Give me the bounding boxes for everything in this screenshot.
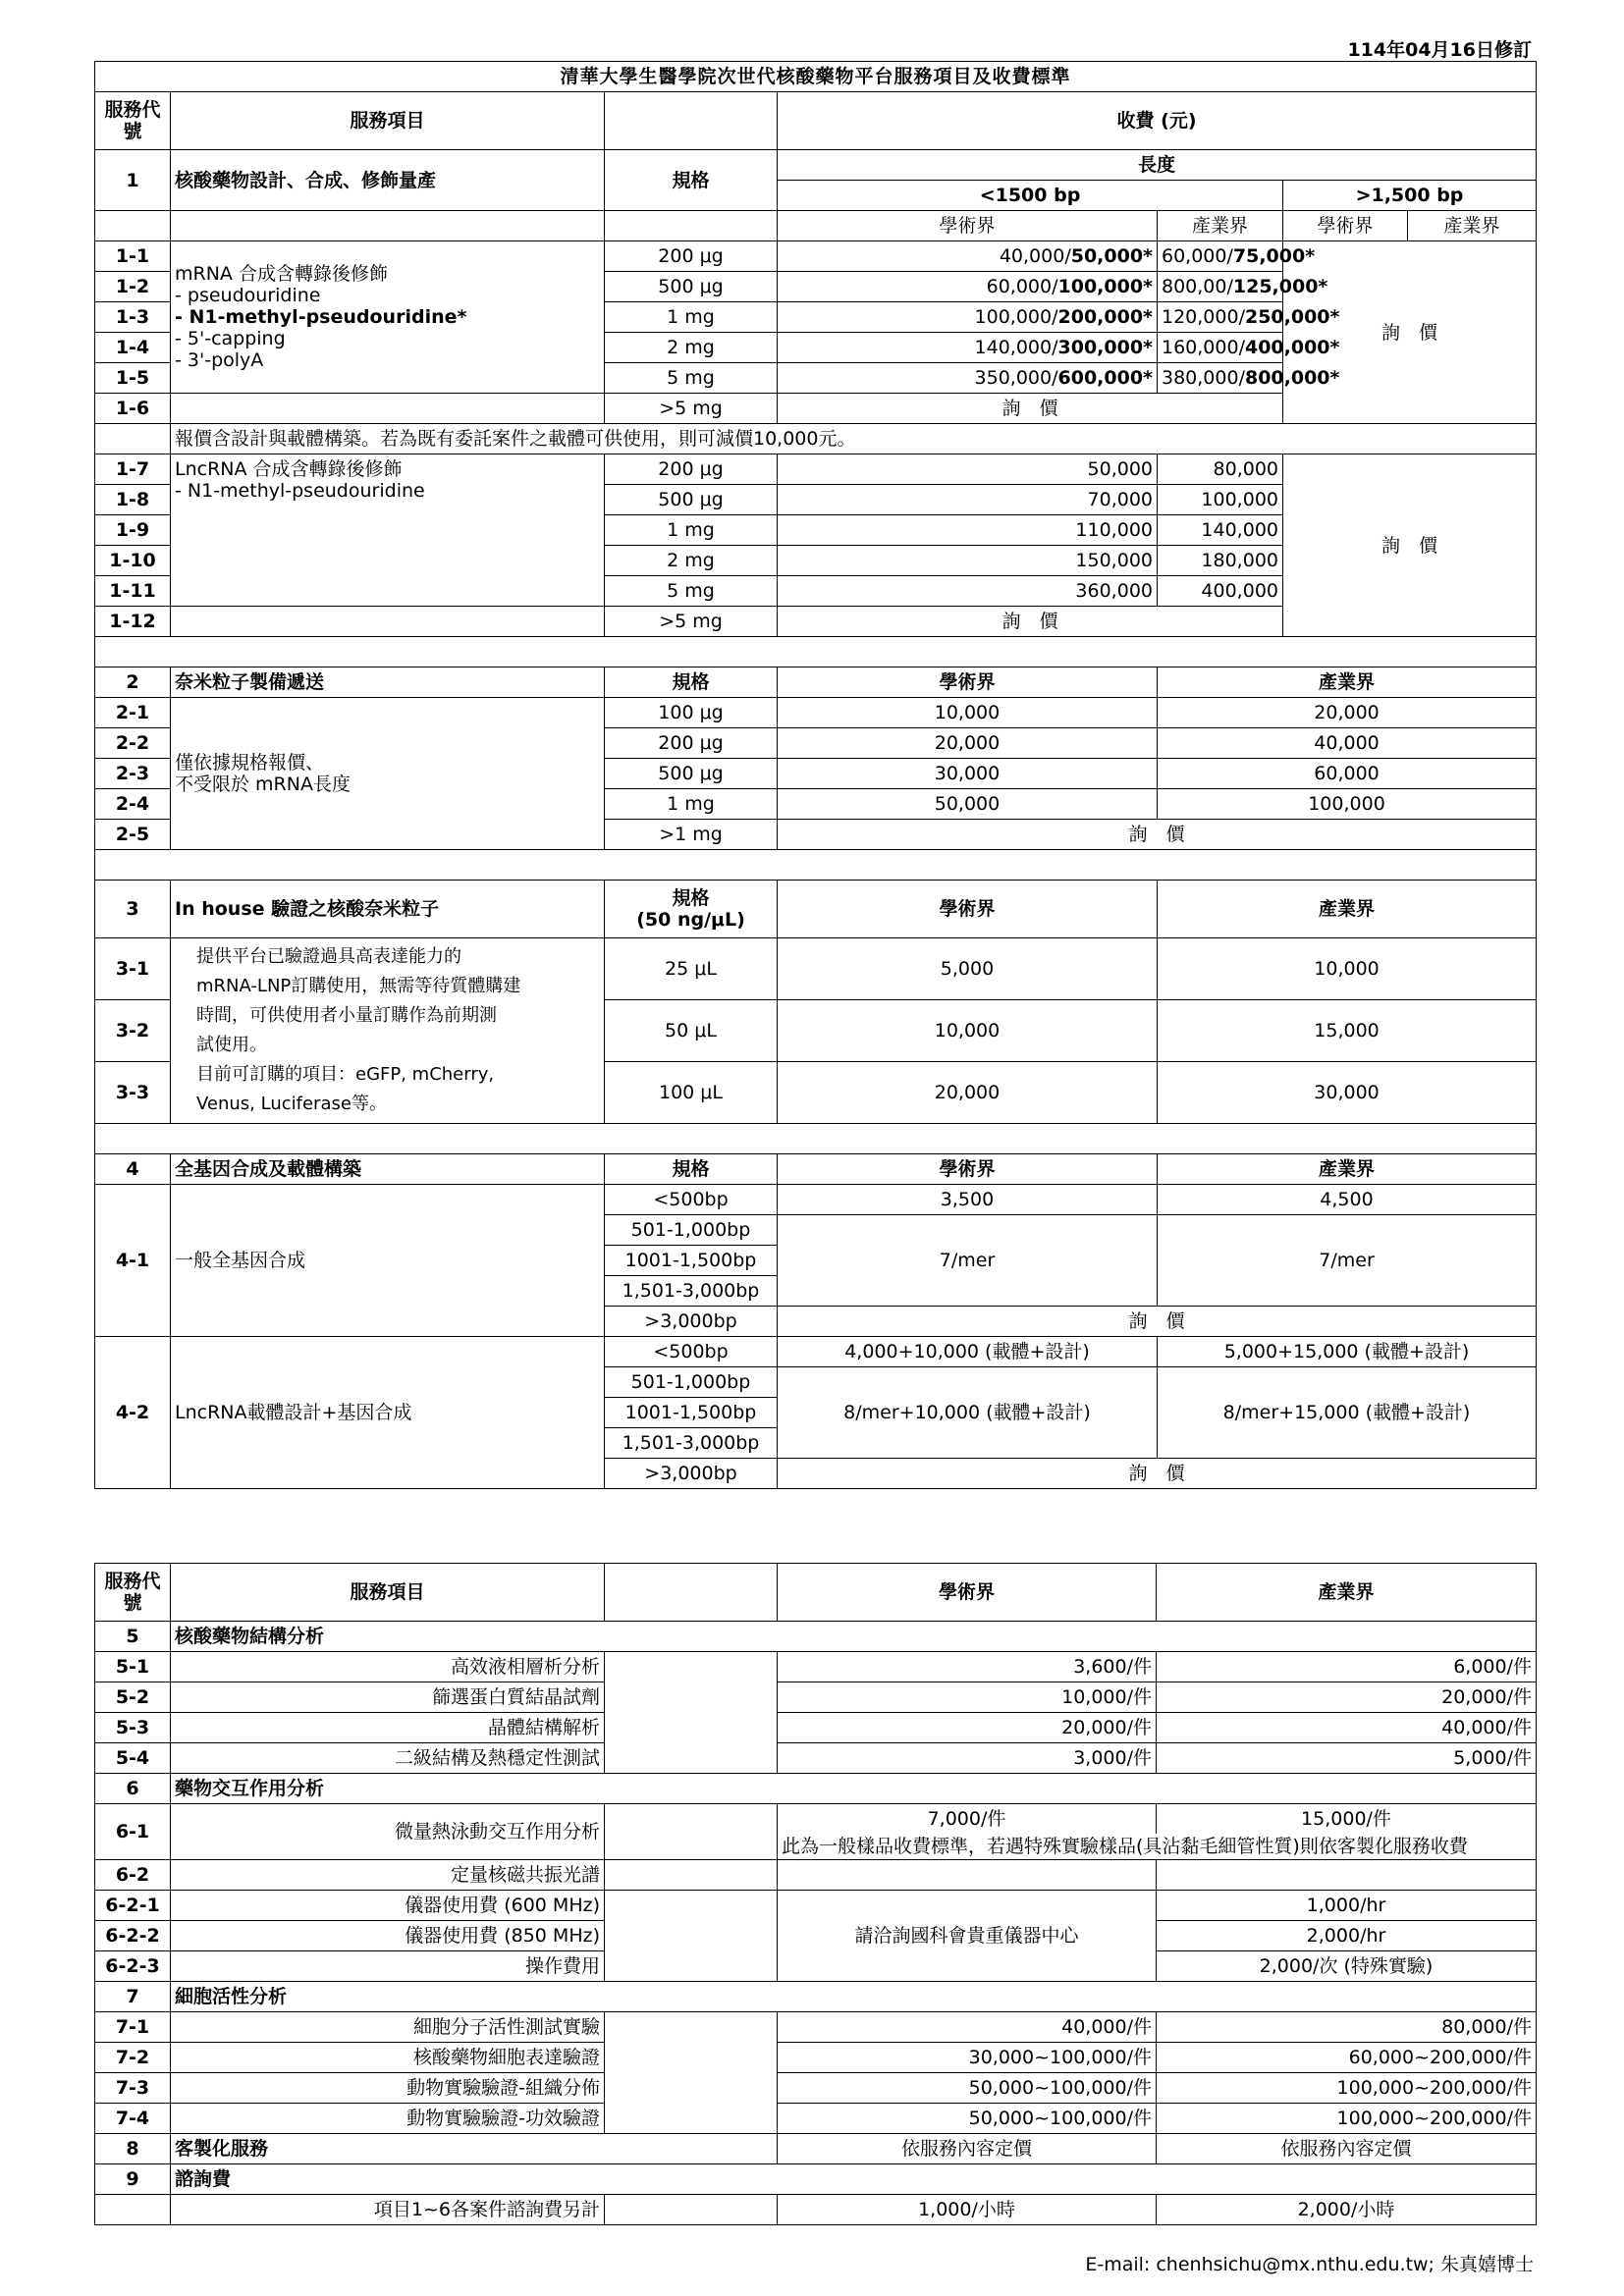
desc-line: 試使用。 xyxy=(196,1035,267,1055)
row-code: 5-3 xyxy=(95,1713,171,1743)
academic-price xyxy=(778,333,1158,363)
service-fee-table xyxy=(94,61,1537,1489)
industry-price: 80,000/件 xyxy=(1157,2012,1537,2043)
section-name: 客製化服務 xyxy=(171,2134,778,2164)
industry-price: 100,000~200,000/件 xyxy=(1157,2073,1537,2104)
price-text: 160,000/ xyxy=(1162,337,1245,358)
spec-cell: 200 μg xyxy=(605,728,778,759)
industry-header: 產業界 xyxy=(1408,211,1537,241)
row-code: 7-4 xyxy=(95,2104,171,2134)
academic-price: 30,000 xyxy=(778,759,1158,789)
header-fee: 收費 (元) xyxy=(778,92,1537,150)
spec-header: 規格 xyxy=(605,667,778,698)
row-code: 4-2 xyxy=(95,1337,171,1489)
industry-price: 40,000 xyxy=(1158,728,1537,759)
industry-price: 7/mer xyxy=(1158,1215,1537,1307)
header-item: 服務項目 xyxy=(171,1564,605,1622)
industry-price: 2,000/次 (特殊實驗) xyxy=(1157,1951,1537,1982)
inquiry-cell: 詢 價 xyxy=(1283,241,1537,424)
spec-cell: 25 μL xyxy=(605,938,778,1000)
inquiry-cell: 詢 價 xyxy=(778,820,1537,850)
academic-header: 學術界 xyxy=(778,211,1158,241)
section-code: 2 xyxy=(95,667,171,698)
academic-price: 3,500 xyxy=(778,1185,1158,1215)
industry-header: 產業界 xyxy=(1158,211,1283,241)
industry-price: 20,000/件 xyxy=(1157,1682,1537,1713)
row-code: 5-1 xyxy=(95,1652,171,1682)
academic-price: 4,000+10,000 (載體+設計) xyxy=(778,1337,1158,1367)
spec-cell: >3,000bp xyxy=(605,1459,778,1489)
desc-line: - N1-methyl-pseudouridine* xyxy=(175,306,467,328)
inquiry-cell: 詢 價 xyxy=(1283,454,1537,637)
row-code: 1-8 xyxy=(95,485,171,515)
price-bold: 50,000* xyxy=(1070,245,1153,267)
industry-price: 100,000~200,000/件 xyxy=(1157,2104,1537,2134)
section-code: 8 xyxy=(95,2134,171,2164)
industry-price: 60,000 xyxy=(1158,759,1537,789)
spec-cell: 1 mg xyxy=(605,789,778,820)
spec-header xyxy=(605,881,778,938)
price-bold: 800,000* xyxy=(1244,367,1340,389)
lnp-description xyxy=(171,938,605,1124)
section-name: 藥物交互作用分析 xyxy=(171,1774,1537,1804)
industry-header: 產業界 xyxy=(1158,667,1537,698)
academic-price: 20,000 xyxy=(778,1062,1158,1124)
academic-price: 1,000/小時 xyxy=(778,2195,1157,2225)
industry-price: 60,000~200,000/件 xyxy=(1157,2043,1537,2073)
spec-cell: >5 mg xyxy=(605,394,778,424)
service-name: 儀器使用費 (850 MHz) xyxy=(171,1921,605,1951)
section-note: 報價含設計與載體構築。若為既有委託案件之載體可供使用，則可減價10,000元。 xyxy=(171,424,1537,454)
academic-price: 360,000 xyxy=(778,576,1158,607)
header-code: 服務代號 xyxy=(95,1564,171,1622)
spec-cell: <500bp xyxy=(605,1337,778,1367)
service-name: 操作費用 xyxy=(171,1951,605,1982)
row-code: 2-1 xyxy=(95,698,171,728)
industry-price: 140,000 xyxy=(1158,515,1283,546)
price-text: 40,000/ xyxy=(999,245,1071,267)
academic-price: 10,000 xyxy=(778,698,1158,728)
academic-price: 8/mer+10,000 (載體+設計) xyxy=(778,1367,1158,1459)
price-text: 60,000/ xyxy=(1162,245,1233,267)
desc-line: Venus, Luciferase等。 xyxy=(196,1094,387,1114)
academic-price: 3,000/件 xyxy=(778,1743,1157,1774)
service-name: 動物實驗驗證-組織分佈 xyxy=(171,2073,605,2104)
desc-line: 僅依據規格報價、 xyxy=(175,752,325,774)
row-code: 5-2 xyxy=(95,1682,171,1713)
industry-price: 15,000/件 xyxy=(1157,1804,1537,1835)
industry-price: 6,000/件 xyxy=(1157,1652,1537,1682)
industry-price: 80,000 xyxy=(1158,454,1283,485)
section-name: 全基因合成及載體構築 xyxy=(171,1154,605,1185)
section-code: 5 xyxy=(95,1622,171,1652)
desc-line: - N1-methyl-pseudouridine xyxy=(175,480,425,502)
header-item: 服務項目 xyxy=(171,92,605,150)
industry-price: 依服務內容定價 xyxy=(1157,2134,1537,2164)
spec-header: 規格 xyxy=(605,150,778,211)
lt1500-header: <1500 bp xyxy=(778,181,1283,211)
industry-price: 8/mer+15,000 (載體+設計) xyxy=(1158,1367,1537,1459)
section-name: 奈米粒子製備遞送 xyxy=(171,667,605,698)
industry-price: 100,000 xyxy=(1158,789,1537,820)
academic-header: 學術界 xyxy=(778,881,1158,938)
section-code: 4 xyxy=(95,1154,171,1185)
inquiry-cell: 詢 價 xyxy=(778,607,1283,637)
industry-price: 400,000 xyxy=(1158,576,1283,607)
spec-cell: 1,501-3,000bp xyxy=(605,1428,778,1459)
page-title: 清華大學生醫學院次世代核酸藥物平台服務項目及收費標準 xyxy=(95,62,1537,92)
row-code: 1-3 xyxy=(95,302,171,333)
row-code: 1-4 xyxy=(95,333,171,363)
row-code: 2-3 xyxy=(95,759,171,789)
row-code: 3-3 xyxy=(95,1062,171,1124)
spacer-row xyxy=(95,1124,1537,1154)
spec-cell: 2 mg xyxy=(605,546,778,576)
row-code: 7-1 xyxy=(95,2012,171,2043)
contact-email: E-mail: chenhsichu@mx.nthu.edu.tw; 朱真嬉博士 xyxy=(1085,2254,1534,2275)
price-text: 350,000/ xyxy=(974,367,1058,389)
row-code: 6-2-1 xyxy=(95,1891,171,1921)
desc-line: 不受限於 mRNA長度 xyxy=(175,774,351,795)
row-code: 7-3 xyxy=(95,2073,171,2104)
academic-header: 學術界 xyxy=(778,1154,1158,1185)
row-code: 7-2 xyxy=(95,2043,171,2073)
length-header: 長度 xyxy=(778,150,1537,181)
desc-line: - 5'-capping xyxy=(175,328,286,349)
mrna-description xyxy=(171,241,605,394)
spec-cell: 1 mg xyxy=(605,302,778,333)
industry-price: 10,000 xyxy=(1158,938,1537,1000)
spec-cell: 1001-1,500bp xyxy=(605,1246,778,1276)
industry-header: 產業界 xyxy=(1158,1154,1537,1185)
row-code: 1-1 xyxy=(95,241,171,272)
row-code: 1-9 xyxy=(95,515,171,546)
academic-price: 150,000 xyxy=(778,546,1158,576)
industry-price: 100,000 xyxy=(1158,485,1283,515)
row-code: 1-12 xyxy=(95,607,171,637)
row-code: 3-2 xyxy=(95,1000,171,1062)
service-name: 微量熱泳動交互作用分析 xyxy=(171,1804,605,1860)
industry-price: 2,000/小時 xyxy=(1157,2195,1537,2225)
price-text: 800,00/ xyxy=(1162,276,1233,297)
price-bold: 300,000* xyxy=(1057,337,1153,358)
academic-price: 40,000/件 xyxy=(778,2012,1157,2043)
desc-line: mRNA 合成含轉錄後修飾 xyxy=(175,263,388,285)
price-bold: 125,000* xyxy=(1232,276,1328,297)
academic-header: 學術界 xyxy=(778,1564,1157,1622)
special-sample-note: 此為一般樣品收費標準，若遇特殊實驗樣品(具沾黏毛細管性質)則依客製化服務收費 xyxy=(778,1834,1537,1860)
row-code: 3-1 xyxy=(95,938,171,1000)
section-code: 6 xyxy=(95,1774,171,1804)
industry-price xyxy=(1158,302,1340,333)
industry-price xyxy=(1158,363,1340,394)
industry-price: 15,000 xyxy=(1158,1000,1537,1062)
industry-price: 20,000 xyxy=(1158,698,1537,728)
spec-cell: 500 μg xyxy=(605,272,778,302)
price-bold: 250,000* xyxy=(1244,306,1340,328)
spec-cell: <500bp xyxy=(605,1185,778,1215)
header-code: 服務代號 xyxy=(95,92,171,150)
spec-cell: 1,501-3,000bp xyxy=(605,1276,778,1307)
academic-price: 7/mer xyxy=(778,1215,1158,1307)
academic-header: 學術界 xyxy=(778,667,1158,698)
academic-price xyxy=(778,272,1158,302)
desc-line: - pseudouridine xyxy=(175,285,321,306)
industry-price: 40,000/件 xyxy=(1157,1713,1537,1743)
industry-price: 30,000 xyxy=(1158,1062,1537,1124)
revision-date: 114年04月16日修訂 xyxy=(1347,39,1532,61)
academic-price: 10,000 xyxy=(778,1000,1158,1062)
section-code: 3 xyxy=(95,881,171,938)
academic-price: 50,000~100,000/件 xyxy=(778,2073,1157,2104)
price-text: 380,000/ xyxy=(1162,367,1245,389)
price-text: 60,000/ xyxy=(986,276,1058,297)
inquiry-cell: 詢 價 xyxy=(778,1459,1537,1489)
section-code: 7 xyxy=(95,1982,171,2012)
row-code: 5-4 xyxy=(95,1743,171,1774)
academic-price: 5,000 xyxy=(778,938,1158,1000)
industry-header: 產業界 xyxy=(1157,1564,1537,1622)
spec-cell: >5 mg xyxy=(605,607,778,637)
row-code: 1-11 xyxy=(95,576,171,607)
service-name: 儀器使用費 (600 MHz) xyxy=(171,1891,605,1921)
price-bold: 75,000* xyxy=(1232,245,1316,267)
academic-price: 50,000 xyxy=(778,789,1158,820)
price-text: 100,000/ xyxy=(974,306,1058,328)
row-code: 1-5 xyxy=(95,363,171,394)
row-code: 6-2-2 xyxy=(95,1921,171,1951)
service-name: 動物實驗驗證-功效驗證 xyxy=(171,2104,605,2134)
service-name: LncRNA載體設計+基因合成 xyxy=(171,1337,605,1489)
service-name: 項目1~6各案件諮詢費另計 xyxy=(171,2195,605,2225)
section-name: 核酸藥物設計、合成、修飾量產 xyxy=(171,150,605,211)
spec-cell: 200 μg xyxy=(605,241,778,272)
inquiry-cell: 詢 價 xyxy=(778,1307,1537,1337)
row-code: 4-1 xyxy=(95,1185,171,1337)
row-code: 6-2 xyxy=(95,1860,171,1891)
section-name: 諮詢費 xyxy=(171,2164,1537,2195)
spec-head-line: 規格 xyxy=(672,887,710,909)
industry-price: 5,000+15,000 (載體+設計) xyxy=(1158,1337,1537,1367)
row-code: 2-5 xyxy=(95,820,171,850)
section-name: 細胞活性分析 xyxy=(171,1982,1537,2012)
desc-line: 目前可訂購的項目：eGFP, mCherry, xyxy=(196,1064,495,1085)
spec-unit-line: (50 ng/μL) xyxy=(636,909,745,931)
industry-price xyxy=(1158,241,1316,272)
industry-header: 產業界 xyxy=(1158,881,1537,938)
academic-price: 50,000~100,000/件 xyxy=(778,2104,1157,2134)
academic-price: 請洽詢國科會貴重儀器中心 xyxy=(778,1891,1157,1982)
spec-cell: 5 mg xyxy=(605,576,778,607)
spec-cell: 501-1,000bp xyxy=(605,1215,778,1246)
desc-line: 提供平台已驗證過具高表達能力的 xyxy=(196,946,461,967)
industry-price: 5,000/件 xyxy=(1157,1743,1537,1774)
service-name: 細胞分子活性測試實驗 xyxy=(171,2012,605,2043)
spec-cell: 100 μL xyxy=(605,1062,778,1124)
row-code: 1-10 xyxy=(95,546,171,576)
spacer-row xyxy=(95,850,1537,881)
nanoparticle-description xyxy=(171,698,605,850)
industry-price: 1,000/hr xyxy=(1157,1891,1537,1921)
spec-cell: 2 mg xyxy=(605,333,778,363)
service-name: 晶體結構解析 xyxy=(171,1713,605,1743)
analysis-fee-table xyxy=(94,1563,1537,2225)
industry-price xyxy=(1158,272,1328,302)
row-code: 1-2 xyxy=(95,272,171,302)
price-bold: 200,000* xyxy=(1057,306,1153,328)
inquiry-cell: 詢 價 xyxy=(778,394,1283,424)
academic-price: 依服務內容定價 xyxy=(778,2134,1157,2164)
academic-price: 3,600/件 xyxy=(778,1652,1157,1682)
row-code: 6-2-3 xyxy=(95,1951,171,1982)
spec-header: 規格 xyxy=(605,1154,778,1185)
spec-cell: 1001-1,500bp xyxy=(605,1398,778,1428)
desc-line: 時間，可供使用者小量訂購作為前期測 xyxy=(196,1005,497,1026)
academic-price: 10,000/件 xyxy=(778,1682,1157,1713)
service-name: 高效液相層析分析 xyxy=(171,1652,605,1682)
spec-cell: 501-1,000bp xyxy=(605,1367,778,1398)
industry-price: 180,000 xyxy=(1158,546,1283,576)
desc-line: LncRNA 合成含轉錄後修飾 xyxy=(175,458,403,480)
section-name: 核酸藥物結構分析 xyxy=(171,1622,1537,1652)
service-name: 定量核磁共振光譜 xyxy=(171,1860,605,1891)
service-name: 一般全基因合成 xyxy=(171,1185,605,1337)
spec-cell: 200 μg xyxy=(605,454,778,485)
service-name: 二級結構及熱穩定性測試 xyxy=(171,1743,605,1774)
row-code: 1-6 xyxy=(95,394,171,424)
academic-header: 學術界 xyxy=(1283,211,1408,241)
spec-cell: 500 μg xyxy=(605,759,778,789)
spec-cell: 1 mg xyxy=(605,515,778,546)
gt1500-header: >1,500 bp xyxy=(1283,181,1537,211)
academic-price: 30,000~100,000/件 xyxy=(778,2043,1157,2073)
price-bold: 100,000* xyxy=(1057,276,1153,297)
spec-cell: >1 mg xyxy=(605,820,778,850)
spec-cell: 500 μg xyxy=(605,485,778,515)
price-bold: 400,000* xyxy=(1244,337,1340,358)
spec-cell: 5 mg xyxy=(605,363,778,394)
price-text: 120,000/ xyxy=(1162,306,1245,328)
section-code: 9 xyxy=(95,2164,171,2195)
academic-price: 20,000 xyxy=(778,728,1158,759)
service-name: 篩選蛋白質結晶試劑 xyxy=(171,1682,605,1713)
academic-price xyxy=(778,302,1158,333)
price-text: 140,000/ xyxy=(974,337,1058,358)
spec-cell: >3,000bp xyxy=(605,1307,778,1337)
desc-line: - 3'-polyA xyxy=(175,349,264,371)
price-bold: 600,000* xyxy=(1057,367,1153,389)
spec-cell: 100 μg xyxy=(605,698,778,728)
academic-price: 7,000/件 xyxy=(778,1804,1157,1835)
lncrna-description xyxy=(171,454,605,607)
section-name: In house 驗證之核酸奈米粒子 xyxy=(171,881,605,938)
row-code: 2-2 xyxy=(95,728,171,759)
industry-price: 2,000/hr xyxy=(1157,1921,1537,1951)
desc-line: mRNA-LNP訂購使用，無需等待質體購建 xyxy=(196,976,521,996)
academic-price: 20,000/件 xyxy=(778,1713,1157,1743)
industry-price xyxy=(1158,333,1340,363)
service-name: 核酸藥物細胞表達驗證 xyxy=(171,2043,605,2073)
row-code: 2-4 xyxy=(95,789,171,820)
academic-price: 70,000 xyxy=(778,485,1158,515)
spacer-row xyxy=(95,637,1537,667)
spec-cell: 50 μL xyxy=(605,1000,778,1062)
academic-price xyxy=(778,363,1158,394)
row-code: 1-7 xyxy=(95,454,171,485)
section-code: 1 xyxy=(95,150,171,211)
industry-price: 4,500 xyxy=(1158,1185,1537,1215)
academic-price: 50,000 xyxy=(778,454,1158,485)
academic-price xyxy=(778,241,1158,272)
row-code: 6-1 xyxy=(95,1804,171,1860)
academic-price: 110,000 xyxy=(778,515,1158,546)
